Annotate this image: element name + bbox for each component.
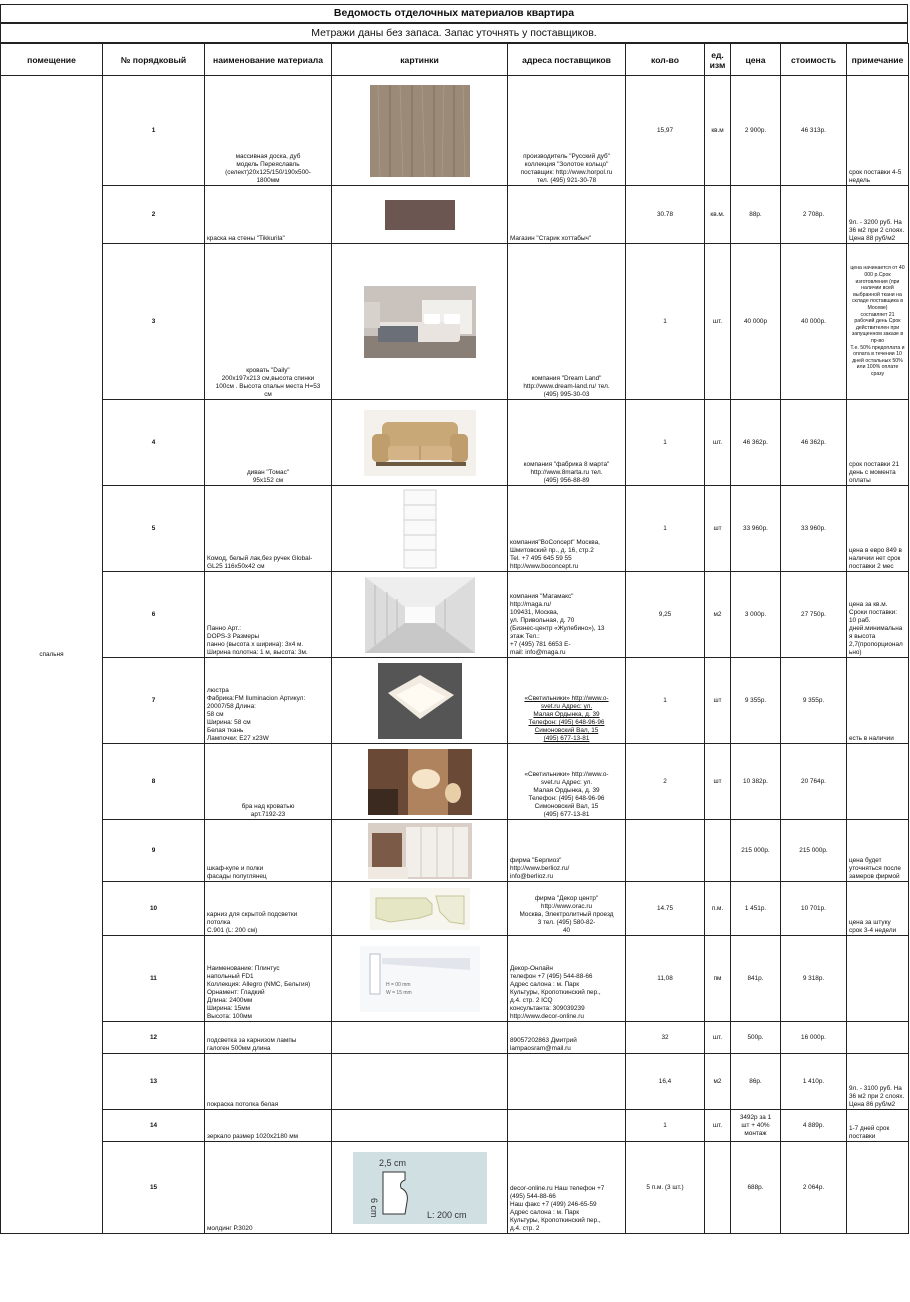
quantity: 1	[626, 486, 705, 572]
cost: 33 960р.	[781, 486, 847, 572]
cost: 4 889р.	[781, 1110, 847, 1142]
cost: 1 410р.	[781, 1054, 847, 1110]
supplier-address: компания "Dream Land" http://www.dream-land.ru/ тел. (495) 995-30-03	[508, 244, 626, 400]
material-picture	[332, 1054, 508, 1110]
table-row	[1, 572, 909, 658]
note	[847, 936, 909, 1022]
cost: 10 701р.	[781, 882, 847, 936]
row-number: 11	[103, 936, 205, 1022]
material-name: шкаф-купе и полки фасады полуглянец	[205, 820, 332, 882]
price: 3492р за 1 шт + 40% монтаж	[731, 1110, 781, 1142]
row-number: 7	[103, 658, 205, 744]
note: 1-7 дней срок поставки	[847, 1110, 909, 1142]
col-header-material: наименование материала	[205, 44, 332, 76]
material-name: бра над кроватью арт.7192-23	[205, 744, 332, 820]
table-row	[1, 882, 909, 936]
row-number: 10	[103, 882, 205, 936]
col-header-price: цена	[731, 44, 781, 76]
note: 9л. - 3200 руб. На 36 м2 при 2 слоях. Цена 88 руб/м2	[847, 186, 909, 244]
price: 33 960р.	[731, 486, 781, 572]
note: 9л. - 3100 руб. На 36 м2 при 2 слоях. Цена 86 руб/м2	[847, 1054, 909, 1110]
cost: 40 000р.	[781, 244, 847, 400]
price: 3 000р.	[731, 572, 781, 658]
quantity: 5 п.м. (3 шт.)	[626, 1142, 705, 1234]
supplier-address: фирма "Берлиоз" http://www.berlioz.ru/ info@berlioz.ru	[508, 820, 626, 882]
col-header-cost: стоимость	[781, 44, 847, 76]
molding-drawing-image	[353, 1152, 487, 1224]
unit: м2	[705, 1054, 731, 1110]
col-header-number: № порядковый	[103, 44, 205, 76]
price: 1 451р.	[731, 882, 781, 936]
unit: шт.	[705, 400, 731, 486]
supplier-address: компания "фабрика 8 марта" http://www.8marta.ru тел. (495) 956-88-89	[508, 400, 626, 486]
material-name: Комод, белый лак,без ручек Global- GL25 116х50х42 см	[205, 486, 332, 572]
price: 40 000р	[731, 244, 781, 400]
oak-floorboard-image	[370, 85, 470, 177]
supplier-address	[508, 1054, 626, 1110]
quantity: 1	[626, 658, 705, 744]
note	[847, 1022, 909, 1054]
cost: 27 750р.	[781, 572, 847, 658]
note: срок поставки 4-5 недель	[847, 76, 909, 186]
col-header-quantity: кол-во	[626, 44, 705, 76]
note	[847, 1142, 909, 1234]
material-name: Панно Арт.: DOPS-3 Размеры панно (высота х ширина): 3х4 м. Ширина полотна: 1 м, высота: 3м.	[205, 572, 332, 658]
table-row	[1, 1022, 909, 1054]
unit: шт	[705, 486, 731, 572]
quantity: 32	[626, 1022, 705, 1054]
bed-image	[364, 286, 476, 358]
cost: 9 355р.	[781, 658, 847, 744]
quantity: 2	[626, 744, 705, 820]
supplier-address: Магазин "Старик хоттабыч"	[508, 186, 626, 244]
sofa-image	[364, 410, 476, 476]
quantity: 30.78	[626, 186, 705, 244]
cost: 16 000р.	[781, 1022, 847, 1054]
molding-width-label: 2,5 cm	[378, 1157, 406, 1168]
price: 86р.	[731, 1054, 781, 1110]
supplier-address: decor-online.ru Наш телефон +7 (495) 544-88-66 Наш факс +7 (499) 246-65-59 Адрес салона : м. Парк Культуры, Кропоткинский пер., д.4. стр. 2	[508, 1142, 626, 1234]
wardrobe-image	[368, 823, 472, 879]
quantity: 9,25	[626, 572, 705, 658]
note: цена за штуку срок 3-4 недели	[847, 882, 909, 936]
unit: п.м.	[705, 882, 731, 936]
cost: 20 764р.	[781, 744, 847, 820]
unit: шт	[705, 744, 731, 820]
material-name: молдинг Р.3020	[205, 1142, 332, 1234]
unit: м2	[705, 572, 731, 658]
row-number: 3	[103, 244, 205, 400]
material-name: массивная доска, дуб модель Переяславль (селект)20х125/150/190х500- 1800мм	[205, 76, 332, 186]
price: 688р.	[731, 1142, 781, 1234]
room-name: спальня	[1, 76, 103, 1234]
skirting-image	[360, 946, 480, 1012]
material-picture	[332, 76, 508, 186]
table-header-row	[1, 44, 909, 76]
price: 10 382р.	[731, 744, 781, 820]
unit	[705, 1142, 731, 1234]
material-picture	[332, 1022, 508, 1054]
material-picture	[332, 1142, 508, 1234]
material-name: люстра Фабрика:FM Iluminacion Артикул: 20007/58 Длина: 58 см Ширина: 58 см Белая ткань Лампочки: E27 х23W	[205, 658, 332, 744]
row-number: 14	[103, 1110, 205, 1142]
molding-height-label: 6 cm	[368, 1197, 379, 1218]
supplier-address: «Светильники» http://www.o- svet.ru Адрес: ул. Малая Ордынка, д. 39 Телефон: (495) 648-96-96 Симоновский Вал, 15 (495) 677-13-81	[508, 658, 626, 744]
table-row	[1, 936, 909, 1022]
table-row	[1, 744, 909, 820]
unit: кв.м	[705, 76, 731, 186]
cost: 46 362р.	[781, 400, 847, 486]
table-row	[1, 486, 909, 572]
skirting-width-label: W = 15 mm	[385, 989, 412, 996]
quantity: 14.75	[626, 882, 705, 936]
unit	[705, 820, 731, 882]
col-header-suppliers: адреса поставщиков	[508, 44, 626, 76]
material-picture	[332, 820, 508, 882]
row-number: 2	[103, 186, 205, 244]
cornice-image	[370, 888, 470, 930]
unit: пм	[705, 936, 731, 1022]
material-picture	[332, 244, 508, 400]
material-picture	[332, 572, 508, 658]
sheet-subtitle: Метражи даны без запаса. Запас уточнять у поставщиков.	[0, 23, 908, 43]
row-number: 9	[103, 820, 205, 882]
table-row	[1, 658, 909, 744]
supplier-address	[508, 1110, 626, 1142]
price: 46 362р.	[731, 400, 781, 486]
material-picture	[332, 486, 508, 572]
skirting-height-label: H = 00 mm	[385, 981, 411, 988]
quantity: 1	[626, 1110, 705, 1142]
cost: 2 708р.	[781, 186, 847, 244]
table-row	[1, 244, 909, 400]
col-header-note: примечание	[847, 44, 909, 76]
row-number: 13	[103, 1054, 205, 1110]
unit: шт.	[705, 1110, 731, 1142]
material-name: кровать "Daily" 200х197х213 см,высота спинки 100см . Высота спальн места Н=53 см	[205, 244, 332, 400]
unit: шт	[705, 658, 731, 744]
wall-lamp-image	[368, 749, 472, 815]
material-picture	[332, 744, 508, 820]
supplier-address: 89057202863 Дмитрий lampaosram@mail.ru	[508, 1022, 626, 1054]
supplier-address: «Светильники» http://www.o- svet.ru Адрес: ул. Малая Ордынка, д. 39 Телефон: (495) 648-96-96 Симоновский Вал, 15 (495) 677-13-81	[508, 744, 626, 820]
price: 2 900р.	[731, 76, 781, 186]
note: срок поставки 21 день с момента оплаты	[847, 400, 909, 486]
chandelier-image	[378, 663, 462, 739]
note: цена в евро 849 в наличии нет срок поставки 2 мес	[847, 486, 909, 572]
supplier-address: компания"BoConcept" Москва, Шмитовский пр., д. 16, стр.2 Tel. +7 495 645 59 55 http://www.boconcept.ru	[508, 486, 626, 572]
supplier-address: компания "Магамакс" http://maga.ru/ 109431, Москва, ул. Привольная, д. 70 (Бизнес-центр «Жулебино»), 13 этаж Тел.: +7 (495) 781 6653 E- mail: info@maga.ru	[508, 572, 626, 658]
supplier-address: производитель "Русский дуб" коллекция "Золотое кольцо" поставщик: http://www.horpol.ru тел. (495) 921-30-78	[508, 76, 626, 186]
note: цена начинается от 40 000 р.Срок изготовления (при наличии всей выбранной ткани на складе поставщика в Мосеве) составляет 21 рабочий день Срок действителен при запущенном заказе в пр-во Т.е. 50% предоплата и оплата в течении 10 дней остальных 50% или 100% оплате сразу	[847, 244, 909, 400]
material-name: подсветка за карнизом лампы галоген 500мм длина	[205, 1022, 332, 1054]
paint-swatch-image	[385, 200, 455, 230]
cost: 9 318р.	[781, 936, 847, 1022]
dresser-image	[403, 489, 437, 569]
quantity: 16,4	[626, 1054, 705, 1110]
row-number: 15	[103, 1142, 205, 1234]
supplier-address: Декор-Онлайн телефон +7 (495) 544-88-66 Адрес салона : м. Парк Культуры, Кропоткинский пер., д.4. стр. 2 ICQ консультанта: 309039239 http://www.decor-online.ru	[508, 936, 626, 1022]
note: есть в наличии	[847, 658, 909, 744]
note	[847, 744, 909, 820]
material-name: Наименование: Плинтус напольный FD1 Коллекция: Allegro (NMC, Бельгия) Орнамент: Гладкий Длина: 2400мм Ширина: 15мм Высота: 100мм	[205, 936, 332, 1022]
unit: кв.м.	[705, 186, 731, 244]
mural-panel-image	[365, 577, 475, 653]
quantity: 11,08	[626, 936, 705, 1022]
quantity: 1	[626, 244, 705, 400]
quantity: 15,97	[626, 76, 705, 186]
price: 9 355р.	[731, 658, 781, 744]
table-row	[1, 1142, 909, 1234]
material-picture	[332, 186, 508, 244]
row-number: 12	[103, 1022, 205, 1054]
row-number: 5	[103, 486, 205, 572]
note: цена будет уточняться после замеров фирмой	[847, 820, 909, 882]
table-row	[1, 76, 909, 186]
cost: 46 313р.	[781, 76, 847, 186]
table-row	[1, 1054, 909, 1110]
price: 841р.	[731, 936, 781, 1022]
material-name: покраска потолка белая	[205, 1054, 332, 1110]
price: 500р.	[731, 1022, 781, 1054]
table-row	[1, 820, 909, 882]
material-name: диван "Томас" 95х152 см	[205, 400, 332, 486]
col-header-pictures: картинки	[332, 44, 508, 76]
unit: шт.	[705, 244, 731, 400]
row-number: 8	[103, 744, 205, 820]
col-header-room: помещение	[1, 44, 103, 76]
price: 215 000р.	[731, 820, 781, 882]
molding-length-label: L: 200 cm	[426, 1209, 467, 1220]
table-row	[1, 1110, 909, 1142]
row-number: 1	[103, 76, 205, 186]
cost: 2 064р.	[781, 1142, 847, 1234]
material-picture	[332, 1110, 508, 1142]
row-number: 6	[103, 572, 205, 658]
table-row	[1, 186, 909, 244]
material-picture	[332, 658, 508, 744]
note: цена за кв.м. Сроки поставки: 10 раб. дней.минимальна я высота 2,7(пропорционал ьно)	[847, 572, 909, 658]
material-name: карниз для скрытой подсветки потолка С.901 (L: 200 см)	[205, 882, 332, 936]
quantity: 1	[626, 400, 705, 486]
material-picture	[332, 882, 508, 936]
material-name: краска на стены "Tikkurila"	[205, 186, 332, 244]
materials-table	[0, 43, 909, 1234]
unit: шт.	[705, 1022, 731, 1054]
quantity	[626, 820, 705, 882]
cost: 215 000р.	[781, 820, 847, 882]
col-header-unit: ед. изм	[705, 44, 731, 76]
material-picture	[332, 936, 508, 1022]
supplier-address: фирма "Декор центр" http://www.orac.ru Москва, Электролитный проезд 3 тел. (495) 580-82- 40	[508, 882, 626, 936]
material-picture	[332, 400, 508, 486]
table-row	[1, 400, 909, 486]
sheet-title: Ведомость отделочных материалов квартира	[0, 4, 908, 23]
price: 88р.	[731, 186, 781, 244]
row-number: 4	[103, 400, 205, 486]
material-name: зеркало размер 1020х2180 мм	[205, 1110, 332, 1142]
